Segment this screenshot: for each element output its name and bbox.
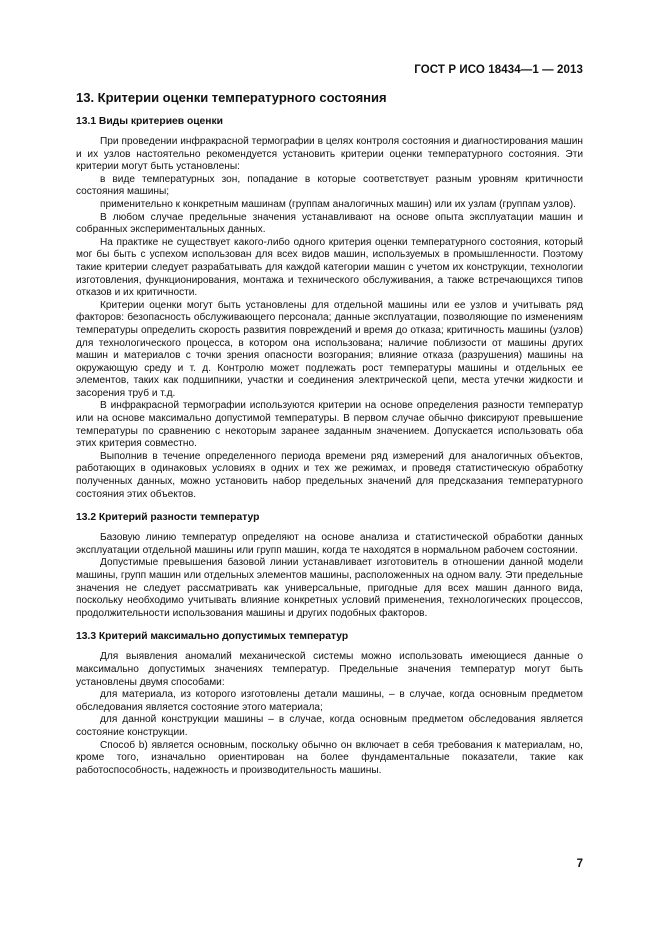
- subsection-13-2: [76, 512, 583, 620]
- paragraph: В инфракрасной термографии используются критерии на основе определения разности температур или на основе максимально допустимой температуры. В первом случае обычно фиксируют превышение температуры по сравнению с некоторым заранее заданным значением. Допускается использовать оба этих критерия совместно.: [76, 400, 583, 450]
- subsection-13-3: [76, 631, 583, 777]
- paragraph: При проведении инфракрасной термографии в целях контроля состояния и диагностирования машин и их узлов настоятельно рекомендуется установить критерии оценки температурного состояния. Эти критерии могут быть установлены:: [76, 136, 583, 173]
- subsection-13-1-title: 13.1 Виды критериев оценки: [76, 116, 223, 127]
- paragraph: Базовую линию температур определяют на основе анализа и статистической обработки данных эксплуатации отдельной машины или групп машин, когда те находятся в нормальном рабочем состоянии.: [76, 532, 583, 556]
- paragraph: Способ b) является основным, поскольку обычно он включает в себя требования к материалам, но, кроме того, изначально ориентирован на более фундаментальные показатели, такие как работоспособность, надежность и производительность машины.: [76, 739, 583, 776]
- paragraph: На практике не существует какого-либо одного критерия оценки температурного состояния, который мог бы быть с успехом использован для всех видов машин, используемых в промышленности. Поэтому такие критерии следует разрабатывать для каждой категории машин с учетом их конструкции, технологии изготовления, функционирования, монтажа и технического обслуживания, а также встречающихся типов отказов и их критичности.: [76, 236, 583, 299]
- paragraph: Выполнив в течение определенного периода времени ряд измерений для аналогичных объектов, работающих в одинаковых условиях в одних и тех же режимах, и проведя статистическую обработку полученных данных, можно установить набор предельных значений для предсказания температурного состояния этих объектов.: [76, 450, 583, 500]
- paragraph: Критерии оценки могут быть установлены для отдельной машины или ее узлов и учитывать ряд факторов: безопасность обслуживающего персонала; данные эксплуатации, позволяющие по изменениям температуры определить скорость развития повреждений и время до отказа; критичность машины (узлов) для технологического процесса, в котором она использована; наличие поблизости от машины других машин и материалов с точки зрения опасности возгорания; влияние отказа (разрушения) машины на окружающую среду и т. д. Контролю может подлежать рост температуры машины и отдельных ее элементов, таких как подшипники, участки и соединения электрической цепи, места утечки жидкости и засорения труб и т.д.: [76, 299, 583, 399]
- paragraph: для данной конструкции машины – в случае, когда основным предметом обследования является состояние конструкции.: [76, 714, 583, 738]
- standard-header: ГОСТ Р ИСО 18434—1 — 2013: [414, 64, 583, 76]
- paragraph: в виде температурных зон, попадание в которые соответствует разным уровням критичности состояния машины;: [76, 173, 583, 198]
- paragraph: для материала, из которого изготовлены детали машины, – в случае, когда основным предметом обследования является состояние этого материала;: [76, 689, 583, 713]
- page-number: 7: [576, 858, 583, 870]
- paragraph: Допустимые превышения базовой линии устанавливает изготовитель в отношении данной модели машины, групп машин или отдельных элементов машины, расположенных на одном валу. Эти предельные значения не следует рассматривать как универсальные, пригодные для всех машин данного вида, поскольку необходимо учитывать влияние конкретных условий применения, технологических процессов, продолжительности использования машины и других подобных факторов.: [76, 557, 583, 619]
- main-content: [76, 90, 583, 788]
- paragraph: применительно к конкретным машинам (группам аналогичных машин) или их узлам (группам узлов).: [100, 198, 576, 210]
- paragraph: В любом случае предельные значения устанавливают на основе опыта эксплуатации машин и собранных экспериментальных данных.: [76, 211, 583, 236]
- paragraph: Для выявления аномалий механической системы можно использовать имеющиеся данные о максимально допустимых значениях температур. Предельные значения температур могут быть установлены двумя способами:: [76, 651, 583, 688]
- subsection-13-2-title: 13.2 Критерий разности температур: [76, 512, 260, 524]
- subsection-13-3-title: 13.3 Критерий максимально допустимых температур: [76, 631, 349, 643]
- subsection-13-1: [76, 116, 583, 501]
- section-title: 13. Критерии оценки температурного состояния: [76, 90, 387, 105]
